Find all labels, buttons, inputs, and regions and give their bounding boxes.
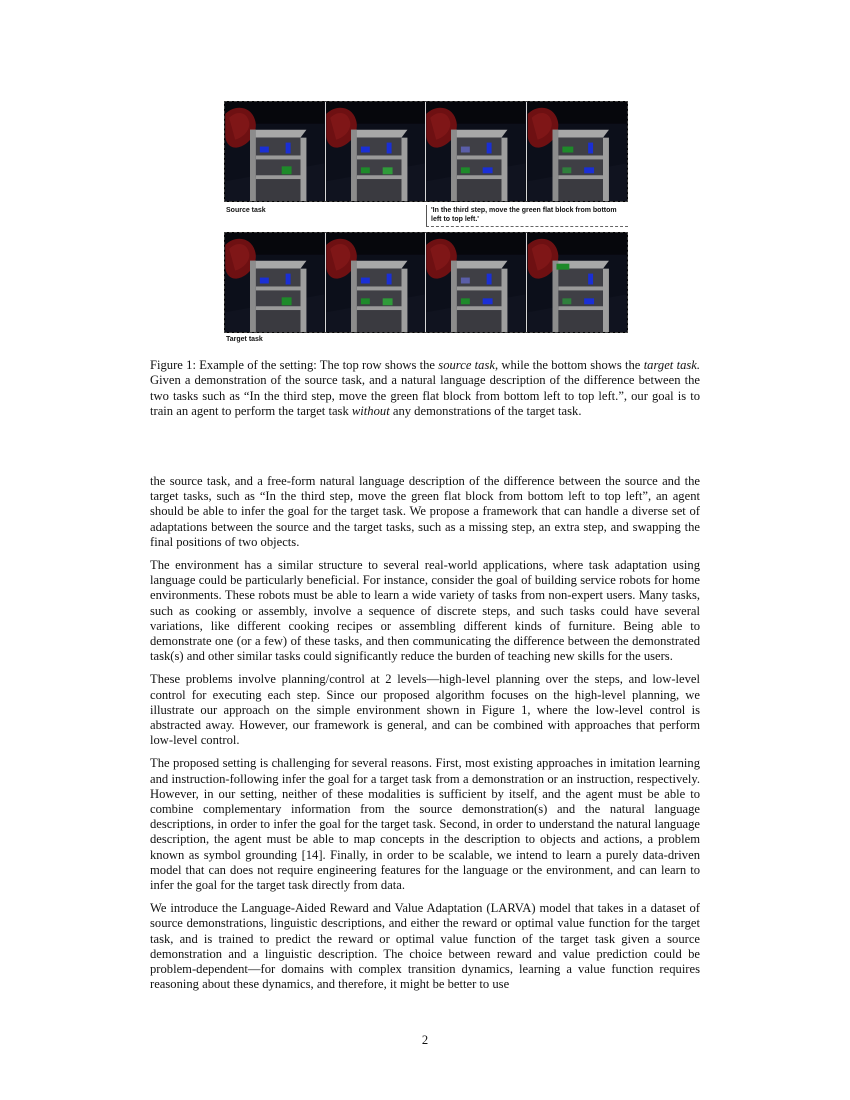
- source-frame-1: [225, 102, 326, 201]
- caption-emphasis: source task: [438, 358, 495, 372]
- scene-image: [326, 233, 426, 332]
- source-task-strip: [224, 101, 628, 202]
- caption-emphasis: target task.: [643, 358, 701, 372]
- scene-image: [426, 233, 526, 332]
- target-task-label: Target task: [226, 336, 263, 343]
- source-frame-2: [326, 102, 427, 201]
- paragraph: These problems involve planning/control at 2 levels—high-level planning over the steps, and low-level control for executing each step. Since our proposed algorithm focuses on the high-level planning, we illustrate our approach on the simple environment shown in Figure 1, where the low-level control is abstracted away. However, our framework is general, and can be combined with approaches that perform low-level control.: [150, 672, 700, 748]
- caption-text: Given a demonstration of the source task, and a natural language description of the difference between the two tasks such as “In the third step, move the green flat block from bottom left to top left.”, our goal is to train an agent to perform the target task: [150, 373, 700, 419]
- scene-image: [225, 233, 325, 332]
- scene-image: [225, 102, 325, 201]
- body-text: [150, 474, 700, 1001]
- page-number: 2: [421, 1033, 429, 1047]
- source-task-label: Source task: [226, 207, 266, 214]
- target-frame-3: [426, 233, 527, 332]
- instruction-text: 'In the third step, move the green flat block from bottom left to top left.': [426, 205, 628, 227]
- caption-text: any demonstrations of the target task.: [389, 404, 582, 419]
- source-frame-4: [527, 102, 628, 201]
- source-frame-3: [426, 102, 527, 201]
- scene-image: [527, 102, 628, 201]
- caption-text: Figure 1: Example of the setting: The top row shows the: [150, 358, 439, 372]
- paragraph: We introduce the Language-Aided Reward and Value Adaptation (LARVA) model that takes in a dataset of source demonstrations, linguistic descriptions, and either the reward or optimal value function for the target task, and is trained to predict the reward or optimal value function of the target task given a source demonstration and a linguistic description. The choice between reward and value prediction could be problem-dependent—for domains with complex transition dynamics, learning a value function requires reasoning about these dynamics, and therefore, it might be better to use: [150, 901, 700, 992]
- target-frame-2: [326, 233, 427, 332]
- paragraph: The environment has a similar structure to several real-world applications, where task adaptation using language could be particularly beneficial. For instance, consider the goal of building service robots for home environments. These robots must be able to learn a wide variety of tasks from non-expert users. Many tasks, such as cooking or assembly, involve a sequence of discrete steps, and such tasks could have several variations, like different cooking recipes or assembling different kinds of furniture. Being able to demonstrate one (or a few) of these tasks, and then communicating the difference between the demonstrated task(s) and other similar tasks could significantly reduce the burden of teaching new skills for the users.: [150, 558, 700, 664]
- scene-image: [527, 233, 628, 332]
- paragraph: the source task, and a free-form natural language description of the difference between the source and the target tasks, such as “In the third step, move the green flat block from bottom left to top left”, an agent should be able to infer the goal for the target task. We propose a framework that can handle a diverse set of adaptations between the source and the target tasks, such as a missing step, an extra step, and swapping the final positions of two objects.: [150, 474, 700, 549]
- figure-caption: [150, 358, 700, 420]
- scene-image: [426, 102, 526, 201]
- target-frame-1: [225, 233, 326, 332]
- target-task-strip: [224, 232, 628, 333]
- caption-text: , while the bottom shows the: [494, 358, 644, 372]
- figure-1: [222, 101, 630, 346]
- caption-emphasis: without: [351, 404, 390, 419]
- paragraph: The proposed setting is challenging for several reasons. First, most existing approaches in imitation learning and instruction-following infer the goal for a target task from a demonstration or an instruction, respectively. However, in our setting, neither of these modalities is sufficient by itself, and the agent must be able to combine complementary information from the source demonstration(s) and the natural language descriptions, in order to infer the goal for the target task. Second, in order to understand the natural language description, the agent must be able to map concepts in the description to objects and actions, a problem known as symbol grounding [14]. Finally, in order to be scalable, we intend to learn a purely data-driven model that can does not require engineering features for the language or the environment, and can learn to infer the goal for the target task directly from data.: [150, 756, 700, 893]
- scene-image: [326, 102, 426, 201]
- target-frame-4: [527, 233, 628, 332]
